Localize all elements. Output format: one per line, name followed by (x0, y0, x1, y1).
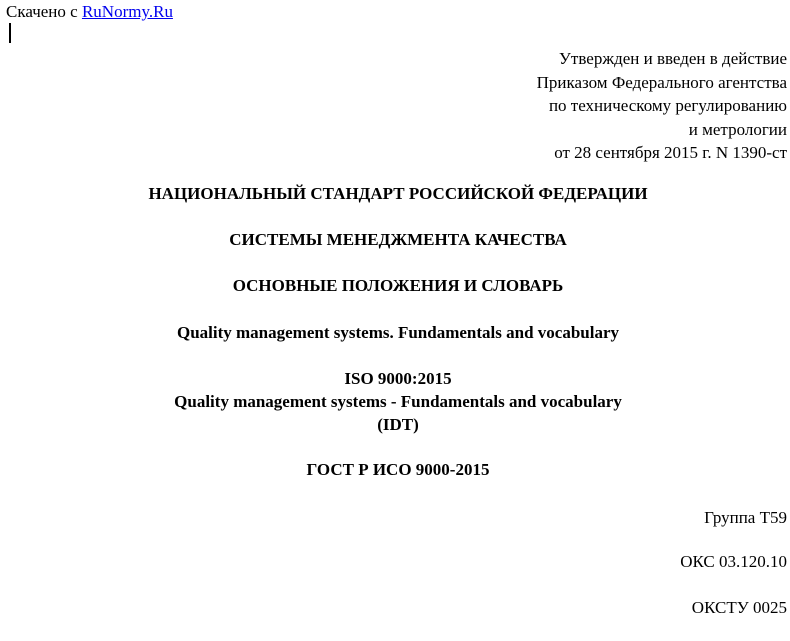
group-code: Группа Т59 (704, 508, 787, 527)
oks-code: ОКС 03.120.10 (680, 552, 787, 571)
approval-line-2: Приказом Федерального агентства (536, 72, 787, 92)
iso-block (0, 367, 790, 436)
source-link[interactable]: RuNormy.Ru (81, 2, 173, 21)
approval-block (537, 47, 787, 165)
gost-code: ГОСТ Р ИСО 9000-2015 (306, 460, 490, 479)
approval-line-4: и метрологии (688, 119, 787, 139)
iso-title: Quality management systems - Fundamentals and vocabulary (174, 392, 622, 411)
title-ru: СИСТЕМЫ МЕНЕДЖМЕНТА КАЧЕСТВА (229, 230, 567, 249)
approval-line-3: по техническому регулированию (548, 96, 787, 115)
iso-code: ISO 9000:2015 (344, 369, 452, 388)
national-standard-heading: НАЦИОНАЛЬНЫЙ СТАНДАРТ РОССИЙСКОЙ ФЕДЕРАЦИИ (148, 184, 648, 203)
source-line (6, 2, 173, 22)
iso-equivalence: (IDT) (377, 415, 419, 434)
subtitle-ru: ОСНОВНЫЕ ПОЛОЖЕНИЯ И СЛОВАРЬ (232, 276, 564, 295)
approval-line-5: от 28 сентября 2015 г. N 1390-ст (554, 143, 787, 162)
title-en: Quality management systems. Fundamentals and vocabulary (176, 323, 620, 342)
source-prefix: Скачено с (6, 2, 82, 21)
text-cursor (9, 23, 11, 43)
approval-line-1: Утвержден и введен в действие (558, 49, 787, 68)
okstu-code: ОКСТУ 0025 (691, 598, 787, 617)
